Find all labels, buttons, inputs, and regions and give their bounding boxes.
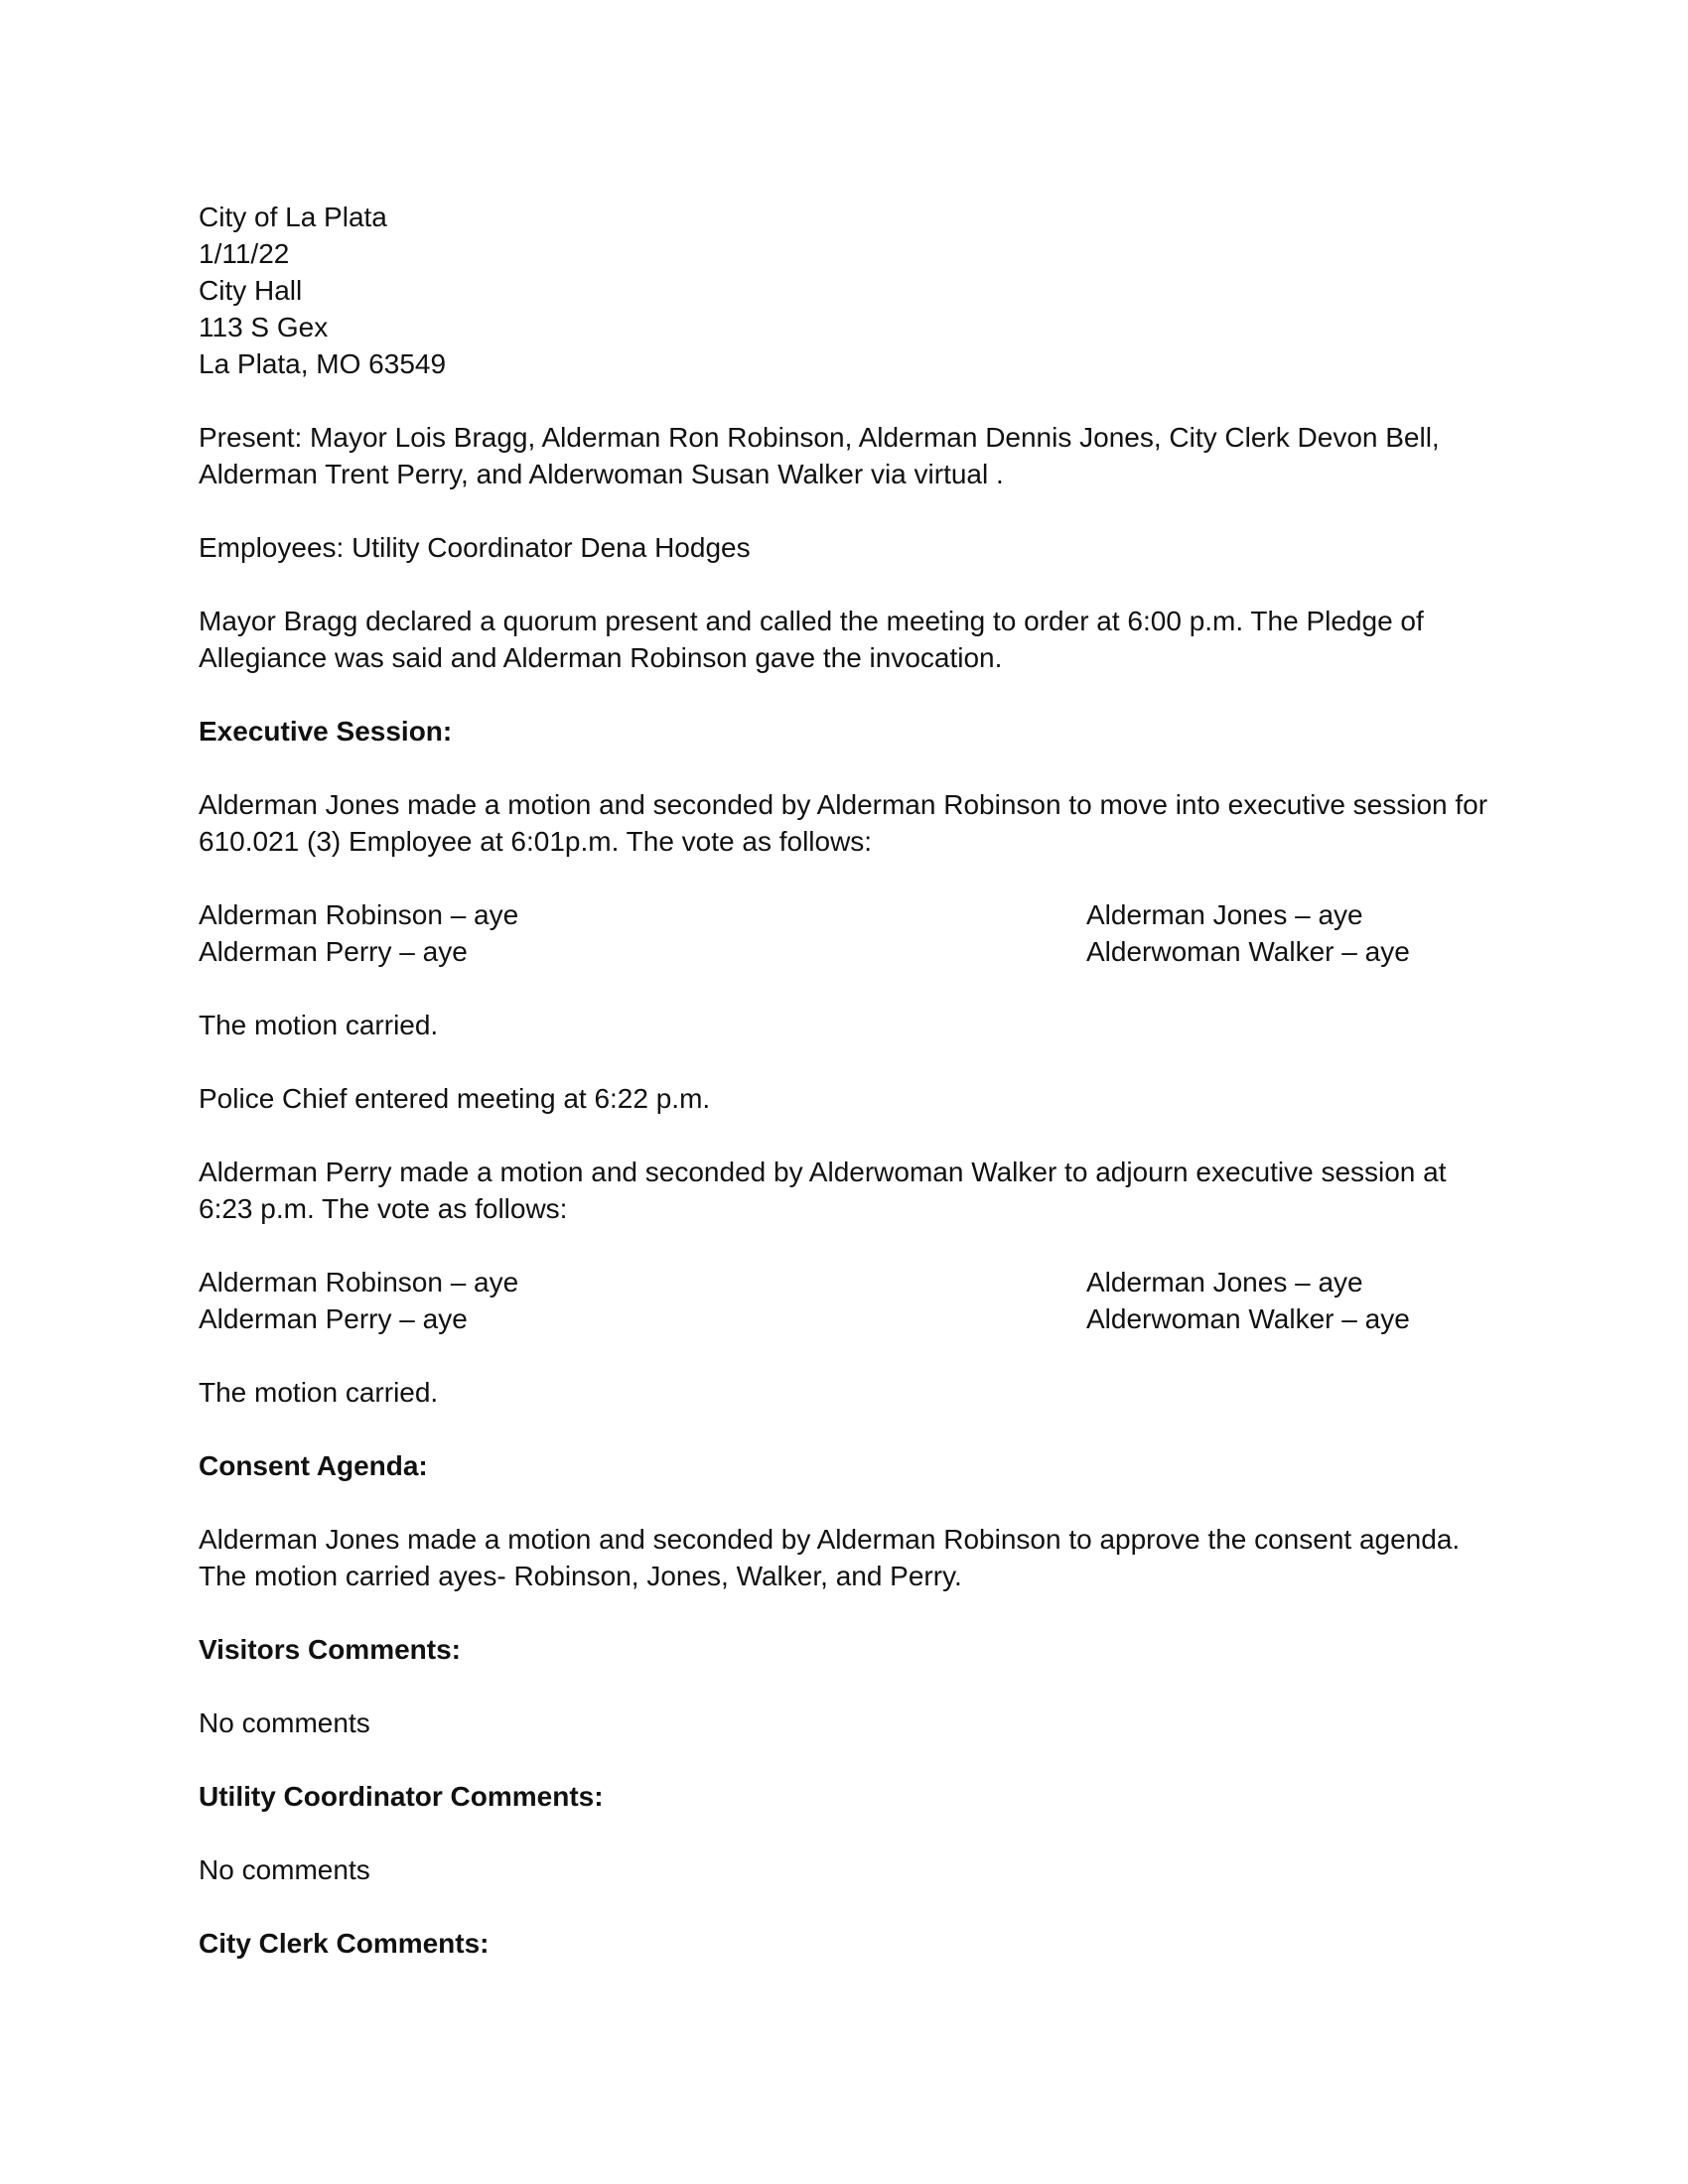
city-state-zip: La Plata, MO 63549: [199, 348, 447, 379]
vote-entry: Alderwoman Walker – aye: [1086, 936, 1410, 967]
vote-row: [199, 1300, 1489, 1337]
consent-line-1: Alderman Jones made a motion and seconded by Alderman Robinson to approve the consent agenda.: [199, 1524, 1461, 1555]
vote-table-2: [199, 1264, 1489, 1337]
meeting-date: 1/11/22: [199, 238, 290, 269]
attendance-paragraph: [199, 419, 1489, 492]
motion-2-line-1: Alderman Perry made a motion and seconded by Alderwoman Walker to adjourn executive session at: [199, 1157, 1447, 1187]
utility-coordinator-text: No comments: [199, 1854, 370, 1885]
vote-entry: Alderman Perry – aye: [199, 1303, 468, 1334]
call-to-order-paragraph: [199, 603, 1489, 676]
call-to-order-line-2: Allegiance was said and Alderman Robinson gave the invocation.: [199, 642, 1003, 673]
motion-2-line-2: 6:23 p.m. The vote as follows:: [199, 1193, 568, 1224]
call-to-order-line-1: Mayor Bragg declared a quorum present and called the meeting to order at 6:00 p.m. The Pledge of: [199, 606, 1424, 636]
street-address: 113 S Gex: [199, 312, 329, 342]
minutes-body: [199, 199, 1489, 1962]
city-name: City of La Plata: [199, 202, 387, 232]
present-line-2: Alderman Trent Perry, and Alderwoman Susan Walker via virtual .: [199, 459, 1004, 489]
vote-row: [199, 896, 1489, 933]
police-chief-entry: Police Chief entered meeting at 6:22 p.m.: [199, 1083, 711, 1114]
vote-entry: Alderman Robinson – aye: [199, 899, 519, 930]
vote-entry: Alderman Jones – aye: [1086, 899, 1363, 930]
motion-1-line-1: Alderman Jones made a motion and seconded by Alderman Robinson to move into executive session for: [199, 789, 1488, 820]
visitors-comments-text: No comments: [199, 1707, 370, 1738]
employees-paragraph: Employees: Utility Coordinator Dena Hodges: [199, 532, 751, 563]
city-clerk-heading: City Clerk Comments:: [199, 1928, 490, 1959]
utility-coordinator-heading: Utility Coordinator Comments:: [199, 1781, 604, 1812]
consent-line-2: The motion carried ayes- Robinson, Jones, Walker, and Perry.: [199, 1561, 962, 1591]
venue: City Hall: [199, 275, 303, 306]
vote-row: [199, 1264, 1489, 1300]
visitors-comments-heading: Visitors Comments:: [199, 1634, 461, 1665]
vote-entry: Alderman Perry – aye: [199, 936, 468, 967]
consent-agenda-paragraph: [199, 1521, 1489, 1594]
motion-1-line-2: 610.021 (3) Employee at 6:01p.m. The vote as follows:: [199, 826, 873, 857]
vote-entry: Alderman Robinson – aye: [199, 1267, 519, 1297]
consent-agenda-heading: Consent Agenda:: [199, 1450, 428, 1481]
executive-session-heading: Executive Session:: [199, 716, 453, 747]
executive-motion-2: [199, 1154, 1489, 1227]
vote-table-1: [199, 896, 1489, 970]
motion-1-result: The motion carried.: [199, 1010, 439, 1040]
motion-2-result: The motion carried.: [199, 1377, 439, 1408]
vote-row: [199, 933, 1489, 970]
vote-entry: Alderwoman Walker – aye: [1086, 1303, 1410, 1334]
present-line-1: Present: Mayor Lois Bragg, Alderman Ron Robinson, Alderman Dennis Jones, City Clerk Devon Bell,: [199, 422, 1440, 453]
vote-entry: Alderman Jones – aye: [1086, 1267, 1363, 1297]
executive-motion-1: [199, 786, 1489, 860]
address-block: [199, 199, 1489, 382]
